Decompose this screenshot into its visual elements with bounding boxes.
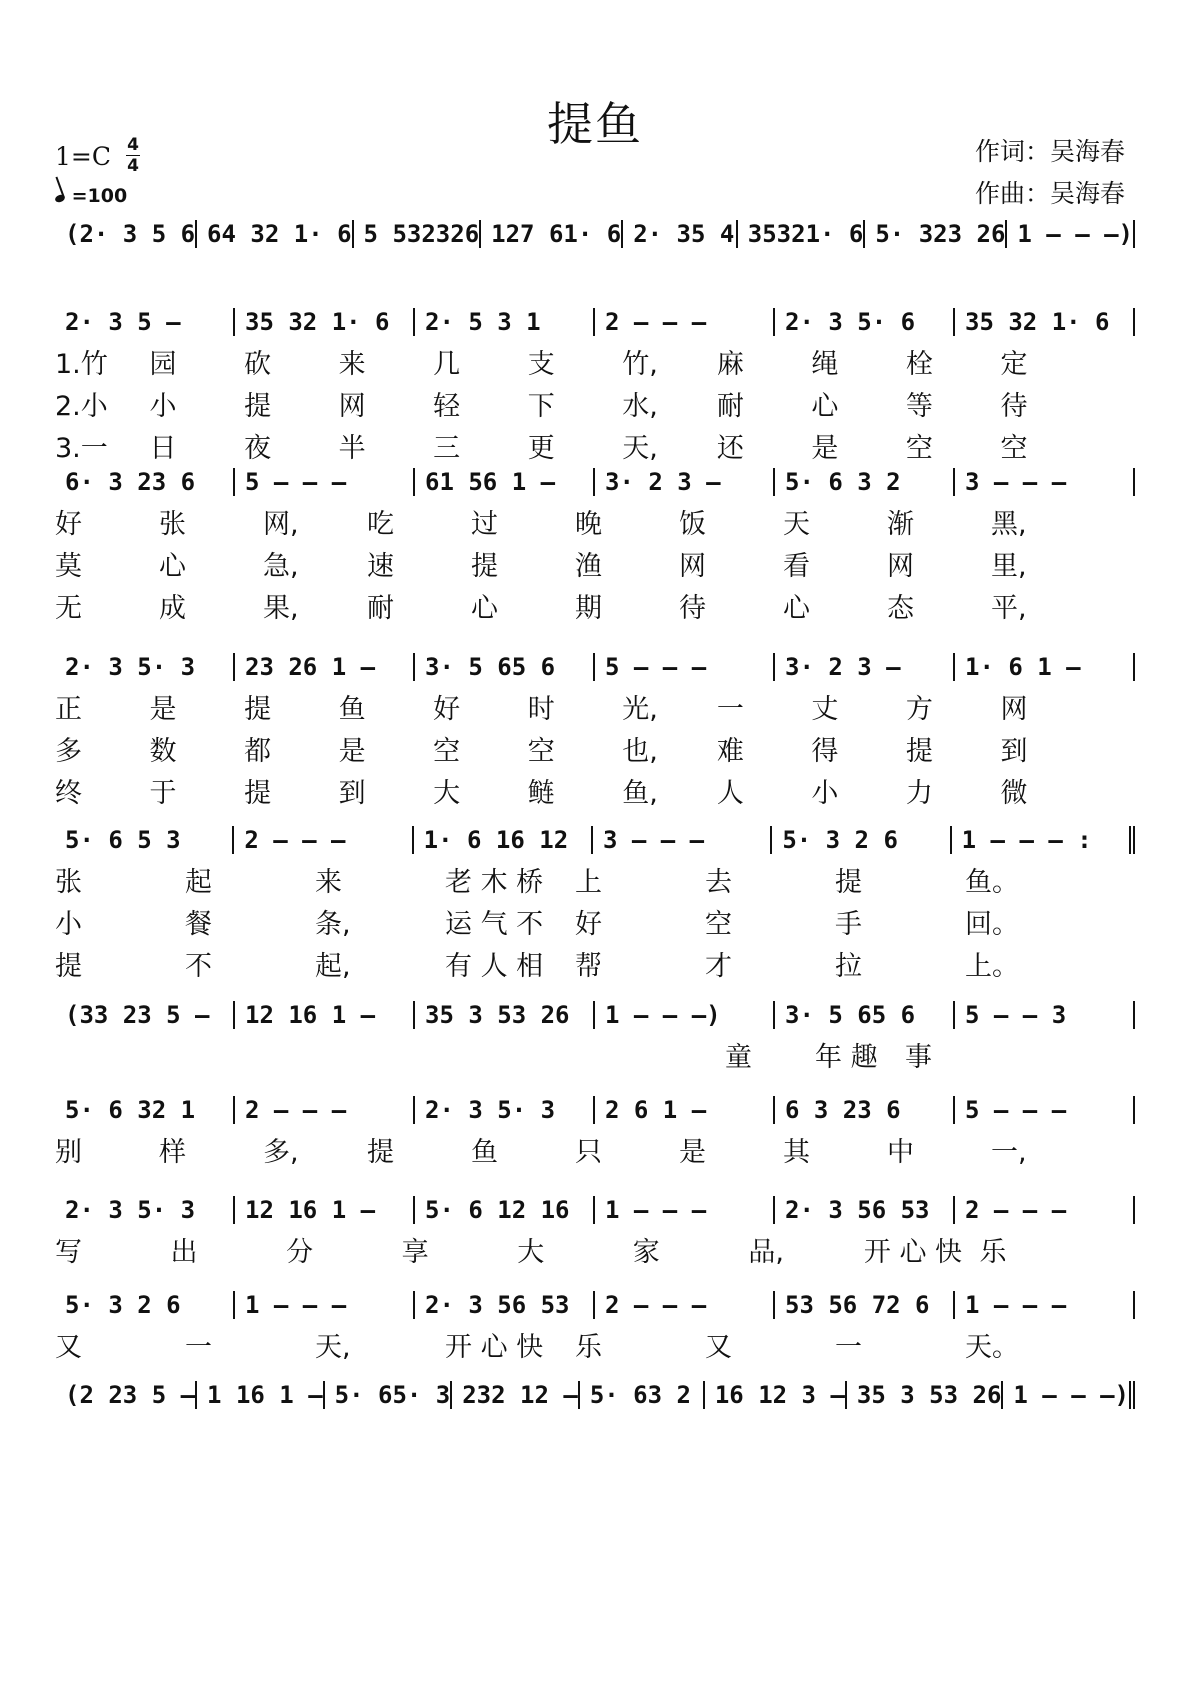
lyric-syllable: 心 [471,593,498,624]
lyric-syllable: 条, [315,909,351,940]
lyric-syllable: 家 [632,1237,660,1268]
measure: 35 32 1· 6 [233,308,413,336]
lyric-syllable: 好 [575,909,602,940]
measure: 5 532326 [352,220,480,248]
lyric-line [55,384,1135,424]
measure: 1 16 1 – [195,1381,323,1409]
notation-row [55,818,1135,862]
lyric-syllable: 乐 [575,1332,602,1363]
measure: 3 – – – [591,826,770,854]
measure: 1 – – – [233,1291,413,1319]
measure: 1 – – – [953,1291,1135,1319]
lyric-syllable: 心 [811,391,839,422]
lyric-syllable: 到 [1000,736,1028,767]
measure: 2 6 1 – [593,1096,773,1124]
lyric-syllable: 砍 [244,349,272,380]
time-signature [126,136,140,175]
lyric-syllable: 吃 [367,509,394,540]
lyric-syllable: 网, [263,509,299,540]
lyric-syllable: 空 [433,736,461,767]
quarter-note-icon [54,194,66,204]
lyric-syllable: 其 [783,1137,810,1168]
lyric-syllable: 鱼。 [965,867,1019,898]
measure: 2· 3 5· 3 [413,1096,593,1124]
measure: 35 3 53 26 [845,1381,1002,1409]
lyric-syllable: 等 [905,391,933,422]
lyric-syllable: 网 [887,551,914,582]
lyric-syllable: 提 [244,391,272,422]
lyric-syllable: 别 [55,1137,82,1168]
lyric-syllable: 餐 [185,909,212,940]
measure: 2· 3 56 53 [413,1291,593,1319]
measure: 23 26 1 – [233,653,413,681]
measure: 2· 3 56 53 [773,1196,953,1224]
measure: 64 32 1· 6 [195,220,352,248]
lyric-syllable: 来 [338,349,366,380]
measure: 2· 3 5· 3 [65,653,196,681]
measure: 2 – – – [593,1291,773,1319]
measure: 2· 3 5· 3 [65,1196,196,1224]
lyric-syllable: 大 [433,778,461,809]
notation-row [55,212,1135,256]
lyric-syllable: 张 [159,509,186,540]
measure: 5· 6 3 2 [773,468,953,496]
lyric-syllable: 定 [1000,349,1028,380]
lyric-syllable: 起, [315,951,351,982]
lyric-syllable: 一, [991,1137,1027,1168]
lyric-syllable: 只 [575,1137,602,1168]
lyric-syllable: 天, [622,433,658,464]
lyric-syllable: 期 [575,593,602,624]
measure: 2· 3 5 – [65,308,181,336]
lyric-syllable: 难 [716,736,744,767]
lyric-syllable: 网 [338,391,366,422]
lyric-syllable: 成 [159,593,186,624]
lyric-syllable: 鱼 [338,694,366,725]
lyric-syllable: 上。 [965,951,1019,982]
measure: 1 – – –) [1001,1381,1135,1409]
lyric-syllable: 又 [705,1332,732,1363]
measure: 35 32 1· 6 [953,308,1135,336]
lyric-syllable: 正 [55,694,82,725]
lyric-syllable: 提 [835,867,862,898]
measure: 5 – – 3 [953,1001,1135,1029]
lyric-syllable: 写 [55,1237,82,1268]
measure: 5 – – – [233,468,413,496]
time-signature-bottom: 4 [127,156,139,176]
measure: 3· 5 65 6 [773,1001,953,1029]
lyric-syllable: 支 [527,349,555,380]
lyric-syllable: 时 [527,694,555,725]
lyric-syllable: 提 [905,736,933,767]
measure: 3· 5 65 6 [413,653,593,681]
lyric-syllable: 三 [433,433,461,464]
lyric-syllable: 享 [401,1237,429,1268]
lyric-syllable: 态 [887,593,914,624]
lyric-syllable: 天 [783,509,810,540]
measure: 3 – – – [953,468,1135,496]
lyric-syllable: 2.小 [55,391,108,422]
lyric-syllable: 力 [905,778,933,809]
measure: 5· 6 32 1 [65,1096,196,1124]
lyric-syllable: 黑, [991,509,1027,540]
tempo-marking [55,185,127,207]
lyric-line [55,586,1135,626]
lyric-syllable: 品, [748,1237,784,1268]
lyric-syllable: 饭 [679,509,706,540]
measure: 5· 3 2 6 [770,826,949,854]
measure: 1· 6 1 – [953,653,1135,681]
measure: (33 23 5 – [65,1001,210,1029]
measure: 2 – – – [593,308,773,336]
lyric-syllable: 出 [170,1237,198,1268]
measure: 2· 35 4 [621,220,736,248]
notation-row [55,300,1135,344]
measure: 1 – – – [593,1196,773,1224]
lyric-syllable: 竹, [622,349,658,380]
measure: 2· 3 5· 6 [773,308,953,336]
lyric-syllable: 莫 [55,551,82,582]
lyric-syllable: 水, [622,391,658,422]
measure: 1 – – –) [593,1001,773,1029]
lyric-line [55,544,1135,584]
lyric-syllable: 小 [55,909,82,940]
lyric-syllable: 1.竹 [55,349,108,380]
lyric-syllable: 一 [185,1332,212,1363]
lyric-line [55,1130,1135,1170]
lyric-syllable: 心 [159,551,186,582]
lyric-syllable: 晚 [575,509,602,540]
lyric-syllable: 不 [185,951,212,982]
lyric-syllable: 终 [55,778,82,809]
lyric-syllable: 网 [1000,694,1028,725]
lyric-syllable: 天, [315,1332,351,1363]
measure: 3· 2 3 – [773,653,953,681]
lyric-syllable: 分 [286,1237,314,1268]
lyric-syllable: 人 [716,778,744,809]
lyric-syllable: 开 心 快 [445,1332,544,1363]
notation-row [55,645,1135,689]
lyric-syllable: 速 [367,551,394,582]
measure: 5· 6 5 3 [65,826,181,854]
lyric-syllable: 老 木 桥 [445,867,544,898]
lyric-syllable: 鱼 [471,1137,498,1168]
lyric-syllable: 耐 [716,391,744,422]
measure: 2 – – – [953,1196,1135,1224]
lyric-syllable: 数 [149,736,177,767]
lyric-syllable: 一 [716,694,744,725]
lyric-syllable: 方 [905,694,933,725]
lyric-line [55,729,1135,769]
measure: 3· 2 3 – [593,468,773,496]
measure: 16 12 3 – [703,1381,845,1409]
lyric-syllable: 去 [705,867,732,898]
notation-row [55,1283,1135,1327]
measure: 6· 3 23 6 [65,468,196,496]
lyric-syllable: 果, [263,593,299,624]
time-signature-top: 4 [127,135,139,155]
lyric-syllable: 里, [991,551,1027,582]
measure: 5· 6 12 16 [413,1196,593,1224]
lyric-syllable: 拉 [835,951,862,982]
lyric-syllable: 回。 [965,909,1019,940]
lyric-syllable: 半 [338,433,366,464]
lyric-syllable: 样 [159,1137,186,1168]
notation-row [55,1188,1135,1232]
lyric-line [55,1230,1135,1270]
key-signature: 1=C [55,142,111,171]
song-title: 提鱼 [547,97,643,151]
lyric-syllable: 鱼, [622,778,658,809]
lyric-syllable: 几 [433,349,461,380]
lyric-syllable: 是 [149,694,177,725]
lyric-syllable: 帮 [575,951,602,982]
lyric-syllable: 心 [783,593,810,624]
lyric-syllable: 开 心 快 [863,1237,963,1268]
measure: 1· 6 16 12 [412,826,591,854]
measure: 1 – – – : [950,826,1135,854]
lyric-syllable: 提 [471,551,498,582]
lyric-syllable: 一 [835,1332,862,1363]
lyric-syllable: 日 [149,433,177,464]
lyric-syllable: 起 [185,867,212,898]
notation-row [55,993,1135,1037]
lyric-syllable: 是 [338,736,366,767]
lyric-syllable: 渔 [575,551,602,582]
lyric-syllable: 事 [905,1042,932,1073]
lyric-syllable: 童 [725,1042,752,1073]
lyric-syllable: 轻 [433,391,461,422]
measure: (2· 3 5 6 [65,220,196,248]
measure: 5· 63 2 [578,1381,703,1409]
lyric-syllable: 才 [705,951,732,982]
lyric-line [55,1325,1135,1365]
lyric-syllable: 夜 [244,433,272,464]
measure: 61 56 1 – [413,468,593,496]
lyric-syllable: 又 [55,1332,82,1363]
lyric-syllable: 网 [679,551,706,582]
measure: 53 56 72 6 [773,1291,953,1319]
lyric-line [55,502,1135,542]
measure: 232 12 – [450,1381,578,1409]
lyric-syllable: 空 [905,433,933,464]
lyric-syllable: 提 [55,951,82,982]
lyric-syllable: 提 [244,778,272,809]
lyric-syllable: 来 [315,867,342,898]
lyric-syllable: 运 气 不 [445,909,544,940]
lyric-syllable: 上 [575,867,602,898]
lyric-syllable: 到 [338,778,366,809]
lyric-line [55,687,1135,727]
lyric-syllable: 大 [517,1237,545,1268]
lyric-syllable: 乐 [979,1237,1007,1268]
lyric-syllable: 园 [149,349,177,380]
measure: 5· 65· 3 [323,1381,451,1409]
lyric-syllable: 看 [783,551,810,582]
lyric-syllable: 有 人 相 [445,951,544,982]
lyric-syllable: 手 [835,909,862,940]
lyric-syllable: 小 [811,778,839,809]
lyric-line [55,342,1135,382]
measure: 5· 323 26 [863,220,1005,248]
notation-row [55,1373,1135,1417]
measure: 35 3 53 26 [413,1001,593,1029]
measure: 6 3 23 6 [773,1096,953,1124]
lyric-syllable: 提 [244,694,272,725]
measure: 127 61· 6 [479,220,621,248]
lyric-line [55,902,1135,942]
lyricist-credit: 作词：吴海春 [975,137,1126,166]
composer-credit: 作曲：吴海春 [975,179,1126,208]
lyric-syllable: 光, [622,694,658,725]
lyric-syllable: 多, [263,1137,299,1168]
lyric-syllable: 天。 [965,1332,1019,1363]
measure: 2 – – – [233,1096,413,1124]
lyric-syllable: 急, [263,551,299,582]
lyric-syllable: 无 [55,593,82,624]
lyric-syllable: 中 [887,1137,914,1168]
measure: 2 – – – [232,826,411,854]
lyric-syllable: 丈 [811,694,839,725]
measure: 5· 3 2 6 [65,1291,181,1319]
lyric-syllable: 待 [679,593,706,624]
lyric-syllable: 渐 [887,509,914,540]
lyric-syllable: 微 [1000,778,1028,809]
measure: (2 23 5 – [65,1381,196,1409]
lyric-line [55,860,1135,900]
lyric-syllable: 也, [622,736,658,767]
measure: 12 16 1 – [233,1196,413,1224]
lyric-syllable: 提 [367,1137,394,1168]
tempo-value: =100 [71,185,128,207]
lyric-syllable: 空 [705,909,732,940]
lyric-syllable: 过 [471,509,498,540]
lyric-syllable: 鲢 [527,778,555,809]
lyric-syllable: 是 [811,433,839,464]
notation-row [55,1088,1135,1132]
notation-row [55,460,1135,504]
lyric-syllable: 多 [55,736,82,767]
lyric-syllable: 都 [244,736,272,767]
lyric-syllable: 麻 [716,349,744,380]
lyric-syllable: 是 [679,1137,706,1168]
lyric-syllable: 下 [527,391,555,422]
lyric-line [55,771,1135,811]
measure: 2· 5 3 1 [413,308,593,336]
lyric-syllable: 耐 [367,593,394,624]
lyric-syllable: 绳 [811,349,839,380]
lyric-syllable: 更 [527,433,555,464]
lyric-syllable: 待 [1000,391,1028,422]
lyric-line [55,944,1135,984]
measure: 5 – – – [593,653,773,681]
lyric-syllable: 空 [1000,433,1028,464]
measure: 12 16 1 – [233,1001,413,1029]
lyric-syllable: 栓 [905,349,933,380]
lyric-syllable: 好 [55,509,82,540]
measure: 1 – – –) [1005,220,1135,248]
lyric-syllable: 平, [991,593,1027,624]
lyric-syllable: 得 [811,736,839,767]
lyric-syllable: 还 [716,433,744,464]
lyric-syllable: 3.一 [55,433,108,464]
lyric-syllable: 好 [433,694,461,725]
lyric-syllable: 于 [149,778,177,809]
lyric-syllable: 年 趣 [815,1042,878,1073]
lyric-syllable: 张 [55,867,82,898]
measure: 35321· 6 [736,220,864,248]
measure: 5 – – – [953,1096,1135,1124]
lyric-syllable: 小 [149,391,177,422]
lyric-line [55,1035,1135,1075]
lyric-syllable: 空 [527,736,555,767]
